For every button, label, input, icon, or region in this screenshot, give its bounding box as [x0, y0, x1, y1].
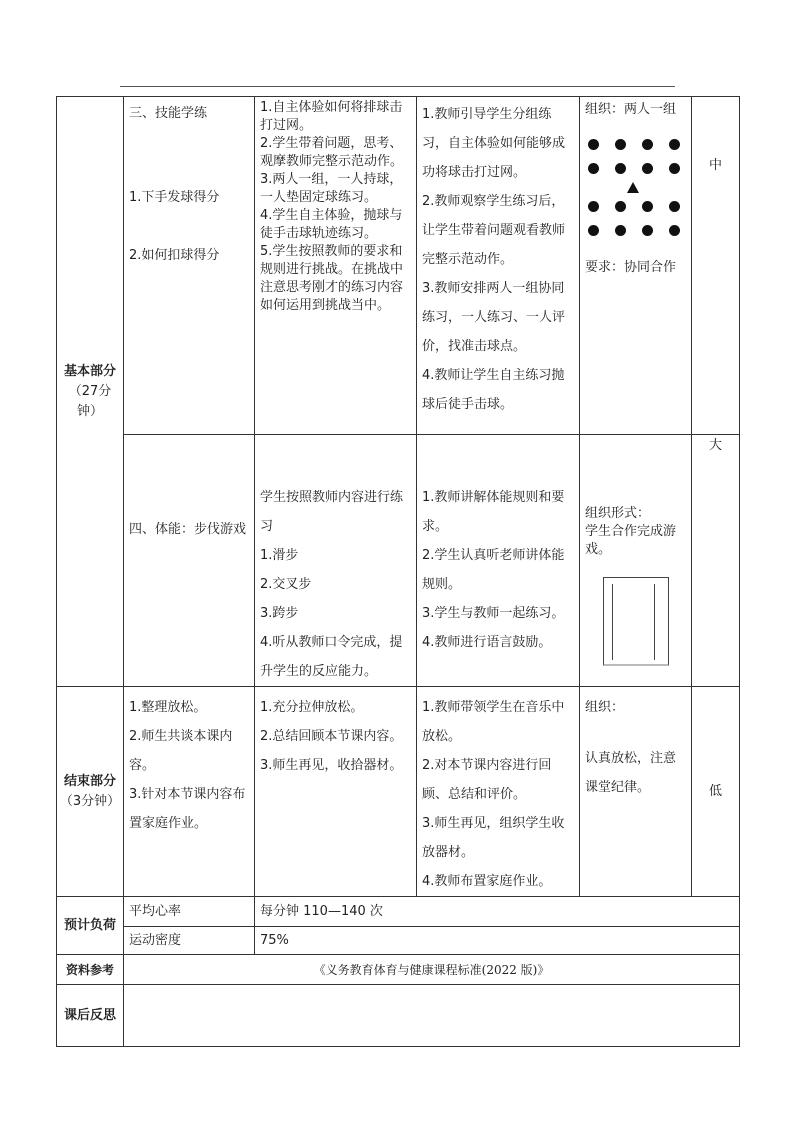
fitness-teacher-2: 2.学生认真听老师讲体能规则。	[422, 548, 565, 592]
skill-org-requirement: 要求：协同合作	[585, 260, 677, 275]
row-reflection	[57, 985, 740, 1047]
fitness-teacher-4: 4.教师进行语言鼓励。	[422, 635, 552, 650]
player-dot	[669, 225, 680, 236]
fitness-student-1: 学生按照教师内容进行练习	[260, 490, 404, 534]
skill-student-2: 2.学生带着问题，思考、观摩教师完整示范动作。	[260, 136, 404, 169]
player-dot	[615, 201, 626, 212]
ending-duration: （3分钟）	[59, 793, 121, 809]
ending-org-cell	[580, 687, 692, 897]
fitness-teacher-1: 1.教师讲解体能规则和要求。	[422, 490, 565, 534]
player-dot	[642, 139, 653, 150]
fitness-teacher-cell	[417, 435, 580, 687]
ending-intensity-cell	[692, 687, 740, 897]
reference-text-cell	[124, 955, 740, 985]
formation-diagram	[585, 131, 686, 231]
skill-content-cell	[124, 97, 255, 435]
row-density	[57, 927, 740, 955]
load-label: 预计负荷	[63, 917, 116, 933]
skill-org-cell	[580, 97, 692, 435]
court-lane-line	[654, 584, 655, 660]
skill-teacher-4: 4.教师让学生自主练习抛球后徒手击球。	[422, 368, 565, 412]
skill-teacher-cell	[417, 97, 580, 435]
basic-section-label	[57, 97, 124, 687]
heart-rate-value-cell	[255, 897, 740, 927]
row-heart-rate	[57, 897, 740, 927]
player-dot	[669, 139, 680, 150]
fitness-student-2: 1.滑步	[260, 548, 299, 563]
ending-content-3: 3.针对本节课内容布置家庭作业。	[129, 787, 246, 831]
teacher-triangle-icon	[627, 182, 639, 193]
fitness-teacher-3: 3.学生与教师一起练习。	[422, 606, 565, 621]
skill-student-1: 1.自主体验如何将排球击打过网。	[260, 100, 403, 133]
ending-teacher-4: 4.教师布置家庭作业。	[422, 874, 552, 889]
fitness-org-title: 组织形式：	[585, 506, 651, 521]
ending-section-label	[57, 687, 124, 897]
skill-item-1: 1.下手发球得分	[129, 190, 220, 205]
skill-intensity-cell	[692, 97, 740, 435]
skill-org-title: 组织：两人一组	[585, 102, 677, 117]
ending-teacher-cell	[417, 687, 580, 897]
density-label-cell	[124, 927, 255, 955]
skill-student-4: 4.学生自主体验，抛球与徒手击球轨迹练习。	[260, 208, 403, 241]
ending-teacher-1: 1.教师带领学生在音乐中放松。	[422, 700, 565, 744]
ending-content-1: 1.整理放松。	[129, 700, 207, 715]
player-dot	[588, 201, 599, 212]
ending-student-2: 2.总结回顾本节课内容。	[260, 729, 403, 744]
reflection-label: 课后反思	[63, 1007, 116, 1023]
court-diagram	[603, 577, 669, 666]
ending-student-cell	[255, 687, 417, 897]
player-dot	[642, 163, 653, 174]
player-dot	[588, 225, 599, 236]
heart-rate-label: 平均心率	[129, 903, 182, 919]
player-dot	[669, 201, 680, 212]
fitness-student-3: 2.交叉步	[260, 577, 312, 592]
reference-label: 资料参考	[65, 962, 114, 977]
player-dot	[588, 139, 599, 150]
header-rule	[120, 86, 675, 87]
row-ending	[57, 687, 740, 897]
player-dot	[588, 163, 599, 174]
fitness-content-cell	[124, 435, 255, 687]
ending-student-1: 1.充分拉伸放松。	[260, 700, 364, 715]
ending-teacher-2: 2.对本节课内容进行回顾、总结和评价。	[422, 758, 552, 802]
ending-teacher-3: 3.师生再见，组织学生收放器材。	[422, 816, 565, 860]
ending-content-cell	[124, 687, 255, 897]
skill-teacher-2: 2.教师观察学生练习后，让学生带着问题观看教师完整示范动作。	[422, 194, 566, 267]
row-fitness	[57, 435, 740, 687]
heart-rate-label-cell	[124, 897, 255, 927]
skill-intensity: 中	[708, 158, 722, 173]
player-dot	[669, 163, 680, 174]
density-value: 75%	[260, 932, 289, 948]
ending-intensity: 低	[708, 783, 722, 799]
reference-label-cell	[57, 955, 124, 985]
fitness-org-text: 学生合作完成游戏。	[585, 524, 677, 557]
reference-text: 《义务教育体育与健康课程标准(2022 版)》	[313, 962, 550, 977]
ending-student-3: 3.师生再见，收拾器材。	[260, 758, 403, 773]
density-value-cell	[255, 927, 740, 955]
court-lane-line	[612, 584, 613, 660]
fitness-title: 四、体能：步伐游戏	[129, 522, 247, 537]
load-section-label	[57, 897, 124, 955]
player-dot	[642, 225, 653, 236]
skill-student-3: 3.两人一组，一人持球，一人垫固定球练习。	[260, 172, 403, 205]
fitness-intensity-cell	[692, 435, 740, 687]
row-skill	[57, 97, 740, 435]
fitness-student-5: 4.听从教师口令完成，提升学生的反应能力。	[260, 635, 403, 679]
reflection-label-cell	[57, 985, 124, 1047]
basic-duration: （27分钟）	[68, 383, 112, 419]
player-dot	[615, 225, 626, 236]
player-dot	[615, 139, 626, 150]
lesson-plan-table	[56, 96, 740, 1047]
fitness-org-cell	[580, 435, 692, 687]
skill-item-2: 2.如何扣球得分	[129, 248, 220, 263]
fitness-student-4: 3.跨步	[260, 606, 299, 621]
heart-rate-value: 每分钟 110—140 次	[260, 903, 383, 919]
skill-title: 三、技能学练	[129, 106, 208, 121]
ending-org-title: 组织：	[585, 700, 625, 715]
ending-org-requirement: 认真放松，注意课堂纪律。	[585, 751, 677, 795]
basic-label: 基本部分	[63, 363, 116, 379]
ending-label: 结束部分	[63, 773, 116, 789]
density-label: 运动密度	[129, 932, 182, 948]
fitness-intensity: 大	[708, 438, 722, 453]
skill-teacher-1: 1.教师引导学生分组练习，自主体验如何能够成功将球击打过网。	[422, 107, 566, 180]
player-dot	[642, 201, 653, 212]
skill-student-cell	[255, 97, 417, 435]
skill-teacher-3: 3.教师安排两人一组协同练习，一人练习、一人评价，找准击球点。	[422, 281, 566, 354]
reflection-content-cell	[124, 985, 740, 1047]
row-reference	[57, 955, 740, 985]
player-dot	[615, 163, 626, 174]
ending-content-2: 2.师生共谈本课内容。	[129, 729, 233, 773]
fitness-student-cell	[255, 435, 417, 687]
skill-student-5: 5.学生按照教师的要求和规则进行挑战。在挑战中注意思考刚才的练习内容如何运用到挑战当中。	[260, 244, 404, 313]
